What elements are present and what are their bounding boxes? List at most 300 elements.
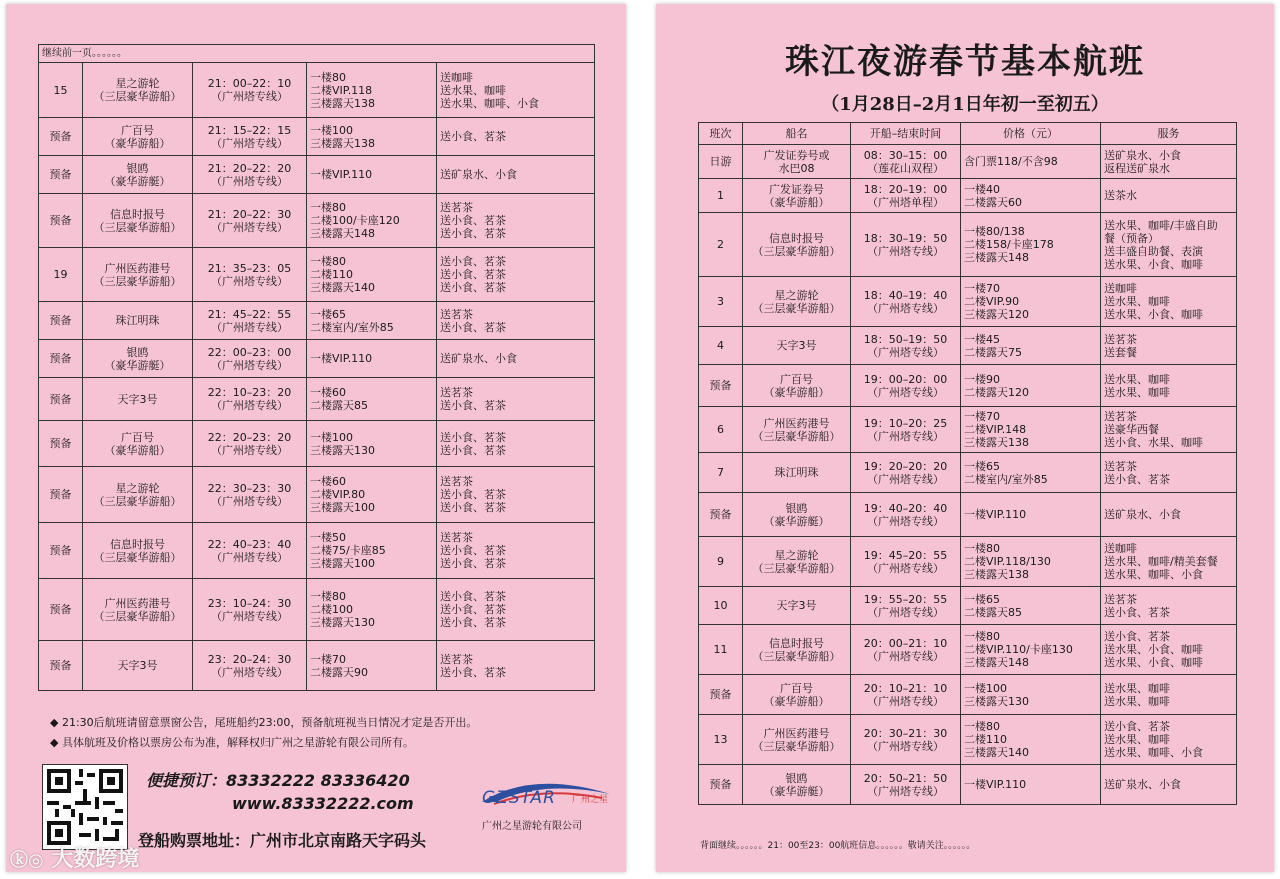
cell-name-line: 星之游轮 [115, 481, 160, 495]
cell-time [851, 625, 961, 675]
cell-name-line: 信息时报号 [110, 537, 165, 551]
table-row [39, 467, 595, 523]
cell-service-line: 送茶水 [1104, 189, 1137, 202]
cell-service-line: 送咖啡 [1104, 542, 1137, 555]
table-row [699, 625, 1237, 675]
cell-price [307, 118, 437, 156]
cell-time-line: （广州塔专线） [211, 274, 288, 288]
cell-price-line: 二楼室内/室外85 [964, 472, 1048, 486]
cell-service [1101, 213, 1237, 277]
cell-price-line: 一楼60 [310, 386, 346, 399]
cell-time-line: （广州塔专线） [867, 429, 944, 443]
cell-service-line: 送小食、茗茶 [440, 227, 506, 240]
cell-name-line: （豪华游船） [104, 443, 171, 457]
cell-name-line: （豪华游艇） [763, 784, 830, 798]
cell-service-line: 送茗茶 [1104, 332, 1137, 346]
cell-service [1101, 277, 1237, 327]
cell-name-line: 广百号 [121, 123, 154, 137]
cell-time [851, 587, 961, 625]
cell-name-line: （三层豪华游船） [93, 90, 182, 103]
cell-price [307, 156, 437, 194]
cell-price-line: 二楼VIP.118 [310, 83, 373, 97]
cell-name [83, 378, 193, 421]
cell-price-line: 一楼VIP.110 [964, 778, 1027, 791]
cell-service-line: 送茗茶 [440, 652, 473, 666]
cell-time-line: （广州塔专线） [867, 301, 944, 315]
cell-time-line: （广州塔专线） [211, 399, 288, 412]
cell-name-line: （三层豪华游船） [93, 220, 182, 234]
cell-price-line: 一楼80/138 [964, 225, 1025, 238]
cell-time-line: （广州塔专线） [211, 358, 288, 372]
table-row [699, 145, 1237, 179]
cell-name-line: （三层豪华游船） [752, 739, 841, 753]
cell-price-line: 一楼90 [964, 372, 1000, 386]
cell-service-line: 送水果、咖啡、小食 [440, 96, 539, 110]
cell-name-line: 信息时报号 [769, 636, 824, 650]
cell-name [743, 675, 851, 715]
cell-price-line: 三楼露天130 [310, 616, 375, 629]
left-schedule-table [38, 44, 595, 691]
cell-time-line: 20：10–21：10 [863, 681, 948, 695]
cell-price-line: 一楼100 [310, 123, 353, 137]
cell-price-line: 一楼70 [964, 282, 1000, 295]
cell-time [193, 194, 307, 248]
cell-time [193, 156, 307, 194]
cell-time-line: （广州塔专线） [867, 345, 944, 359]
cell-service-line: 送茗茶 [440, 531, 473, 544]
cell-no: 3 [699, 277, 743, 327]
cell-name [83, 340, 193, 378]
cell-no: 日游 [699, 145, 743, 179]
cell-name [743, 587, 851, 625]
cell-time-line: 20：50–21：50 [863, 771, 948, 785]
cell-service-line: 送小食、茗茶 [440, 557, 506, 570]
table-row [699, 327, 1237, 365]
cell-name-line: 天字3号 [117, 392, 158, 406]
cell-time [851, 765, 961, 805]
cell-service-line: 送水果、小食、咖啡 [1104, 308, 1203, 321]
cell-name-line: 星之游轮 [774, 548, 819, 562]
cell-price-line: 一楼65 [964, 592, 1000, 606]
cell-time-line: （广州塔专线） [211, 550, 288, 564]
table-row [39, 194, 595, 248]
cell-name-line: 广百号 [780, 372, 813, 386]
cell-service-line: 送水果、咖啡 [1104, 295, 1170, 308]
cell-price-line: 三楼露天138 [964, 568, 1029, 581]
cell-service [1101, 145, 1237, 179]
cell-service-line: 送小食、水果、咖啡 [1104, 436, 1203, 449]
cell-time-line: （广州塔专线） [211, 90, 288, 103]
cell-price-line: 一楼70 [964, 410, 1000, 423]
cell-time [193, 467, 307, 523]
cell-price-line: 三楼露天138 [310, 96, 375, 110]
cell-time-line: （广州塔专线） [867, 739, 944, 753]
boarding-address: 登船购票地址：广州市北京南路天字码头 [138, 831, 427, 850]
cell-price-line: 三楼露天148 [964, 656, 1029, 669]
cell-time-line: （广州塔专线） [211, 320, 288, 334]
cell-price [961, 715, 1101, 765]
cell-no: 预备 [699, 675, 743, 715]
table-row [39, 340, 595, 378]
cell-name-line: （三层豪华游船） [752, 561, 841, 575]
cell-service-line: 送小食、茗茶 [440, 399, 506, 412]
cell-price-line: 二楼158/卡座178 [964, 238, 1054, 251]
cell-price [961, 213, 1101, 277]
cell-service-line: 送矿泉水、小食 [440, 352, 517, 365]
cell-time-line: （广州塔专线） [867, 514, 944, 528]
table-row [699, 213, 1237, 277]
cell-price [961, 407, 1101, 453]
cell-time-line: 18：50–19：50 [863, 332, 948, 346]
cell-name [743, 365, 851, 407]
cell-service-line: 送小食、茗茶 [1104, 720, 1170, 733]
cell-price-line: 一楼70 [310, 652, 346, 666]
cell-time [851, 407, 961, 453]
table-row [699, 715, 1237, 765]
cell-service-line: 送茗茶 [1104, 410, 1137, 423]
cell-name-line: 广州医药港号 [763, 726, 830, 740]
cell-price-line: 二楼VIP.110/卡座130 [964, 643, 1073, 656]
cell-name-line: 天字3号 [776, 599, 817, 612]
cell-service [437, 248, 595, 302]
cell-name-line: 银鸥 [785, 501, 808, 515]
cell-service-line: 送矿泉水、小食 [440, 168, 517, 181]
cell-service-line: 送小食、茗茶 [440, 130, 506, 143]
cell-no: 预备 [699, 765, 743, 805]
cell-time-line: 21：45–22：55 [207, 307, 292, 321]
cell-no: 9 [699, 537, 743, 587]
cell-time-line: 21：00–22：10 [207, 77, 292, 90]
cell-price-line: 一楼80 [310, 70, 346, 84]
cell-time-line: 23：20–24：30 [207, 652, 292, 666]
cell-service [437, 302, 595, 340]
cell-time-line: 22：00–23：00 [207, 345, 292, 359]
cell-price-line: 一楼VIP.110 [310, 168, 373, 181]
cell-time-line: 18：20–19：00 [863, 182, 948, 196]
cell-no: 预备 [39, 641, 83, 691]
cell-time-line: 22：20–23：20 [207, 430, 292, 444]
cell-no: 预备 [39, 340, 83, 378]
cell-service-line: 送水果、咖啡/丰盛自助 [1104, 218, 1218, 232]
cell-time-line: （广州塔专线） [867, 694, 944, 708]
cell-service-line: 送小食、茗茶 [440, 255, 506, 268]
cell-no: 19 [39, 248, 83, 302]
cell-time-line: 22：40–23：40 [207, 537, 292, 551]
cell-name-line: 广州医药港号 [763, 416, 830, 430]
cell-time-line: 20：30–21：30 [863, 726, 948, 740]
cell-time [193, 63, 307, 118]
cell-price-line: 二楼露天120 [964, 385, 1029, 399]
cell-name-line: （豪华游船） [763, 385, 830, 399]
cell-service [437, 467, 595, 523]
cell-time-line: 21：15–22：15 [207, 123, 292, 137]
cell-price [961, 277, 1101, 327]
cell-service [437, 340, 595, 378]
cell-time-line: 19：10–20：25 [863, 416, 948, 430]
cell-time-line: 23：10–24：30 [207, 596, 292, 610]
cell-service-line: 送水果、咖啡 [440, 83, 506, 97]
cell-service [1101, 715, 1237, 765]
cell-price-line: 三楼露天130 [964, 694, 1029, 708]
cell-service-line: 送茗茶 [440, 307, 473, 321]
table-row [699, 675, 1237, 715]
cell-price-line: 三楼露天148 [310, 227, 375, 240]
cell-service-line: 送小食、茗茶 [440, 320, 506, 334]
cell-service-line: 送水果、小食、咖啡 [1104, 656, 1203, 669]
cell-no: 7 [699, 453, 743, 493]
cell-name-line: （三层豪华游船） [93, 550, 182, 564]
cell-service-line: 送水果、咖啡 [1104, 694, 1170, 708]
cell-price-line: 一楼65 [964, 459, 1000, 473]
cell-price [961, 493, 1101, 537]
cell-price-line: 三楼露天140 [964, 746, 1029, 759]
logo-wordmark: GZSTAR [482, 788, 556, 808]
cell-service [437, 523, 595, 579]
table-row [699, 765, 1237, 805]
cell-price-line: 二楼75/卡座85 [310, 544, 386, 557]
cell-name [743, 625, 851, 675]
cell-name-line: 珠江明珠 [774, 466, 819, 479]
cell-name-line: （三层豪华游船） [752, 244, 841, 258]
cell-time [193, 579, 307, 641]
cell-time-line: （广州塔专线） [211, 136, 288, 150]
cell-no: 预备 [39, 156, 83, 194]
cell-time-line: 22：30–23：30 [207, 481, 292, 495]
right-flyer-page [656, 4, 1274, 872]
cell-name-line: 广百号 [780, 681, 813, 695]
cell-service-line: 送小食、茗茶 [440, 443, 506, 457]
cell-name [83, 156, 193, 194]
table-row [39, 579, 595, 641]
cell-time-line: （广州塔专线） [211, 174, 288, 188]
table-row [39, 641, 595, 691]
cell-price-line: 一楼65 [310, 307, 346, 321]
page-title: 珠江夜游春节基本航班 [785, 42, 1145, 82]
cell-time-line: 08：30–15：00 [863, 148, 948, 162]
cell-service-line: 送茗茶 [1104, 459, 1137, 473]
watermark [10, 842, 139, 873]
header-ship: 船名 [743, 123, 851, 145]
note-late-flights: ◆ 21:30后航班请留意票窗公告，尾班船约23:00，预备航班视当日情况才定是否开出。 [50, 716, 478, 729]
cell-service-line: 送小食、茗茶 [440, 616, 506, 629]
cell-price [961, 145, 1101, 179]
cell-time-line: （广州塔专线） [211, 220, 288, 234]
cell-time [193, 302, 307, 340]
cell-price [307, 248, 437, 302]
cell-service [437, 421, 595, 467]
cell-price-line: 三楼露天138 [964, 436, 1029, 449]
cell-service-line: 返程送矿泉水 [1104, 161, 1170, 175]
cell-time [851, 179, 961, 213]
cell-name-line: （豪华游船） [763, 195, 830, 209]
cell-time [851, 537, 961, 587]
cell-service-line: 送水果、咖啡、小食 [1104, 568, 1203, 581]
cell-price-line: 一楼50 [310, 531, 346, 544]
cell-price-line: 二楼110 [964, 733, 1007, 746]
table-row [699, 493, 1237, 537]
cell-name-line: 天字3号 [776, 339, 817, 352]
cell-name-line: （豪华游艇） [104, 174, 171, 188]
cell-service-line: 送小食、茗茶 [440, 665, 506, 679]
cell-service [437, 641, 595, 691]
cell-price-line: 二楼100 [310, 603, 353, 616]
cell-no: 预备 [699, 493, 743, 537]
cell-name-line: 广发证券号或 [763, 148, 830, 162]
cell-name [743, 145, 851, 179]
cell-service-line: 送小食、茗茶 [440, 488, 506, 501]
cell-price-line: 二楼VIP.90 [964, 295, 1020, 308]
cell-no: 预备 [39, 118, 83, 156]
cell-time-line: 21：20–22：30 [207, 207, 292, 221]
cell-service [1101, 179, 1237, 213]
cell-name-line: 水巴08 [778, 161, 815, 175]
cell-name [83, 118, 193, 156]
cell-time [193, 378, 307, 421]
cell-no: 11 [699, 625, 743, 675]
cell-service-line: 送小食、茗茶 [1104, 605, 1170, 619]
cell-price [307, 467, 437, 523]
cell-name [83, 579, 193, 641]
cell-service-line: 餐（预备） [1104, 231, 1159, 245]
cell-name-line: （豪华游船） [763, 694, 830, 708]
table-row [699, 453, 1237, 493]
cell-service-line: 送茗茶 [440, 201, 473, 214]
cell-price [961, 625, 1101, 675]
cell-time-line: （莲花山双程） [867, 161, 944, 175]
cell-time-line: （广州塔专线） [867, 649, 944, 663]
cell-time-line: （广州塔单程） [867, 195, 944, 209]
booking-website[interactable]: www.83332222.com [232, 794, 414, 813]
cell-price-line: 一楼40 [964, 182, 1000, 196]
cell-price [307, 579, 437, 641]
cell-name [743, 537, 851, 587]
cell-time [851, 327, 961, 365]
cell-service [1101, 537, 1237, 587]
cell-service-line: 送小食、茗茶 [1104, 472, 1170, 486]
cell-name-line: 星之游轮 [774, 288, 819, 302]
cell-time-line: （广州塔专线） [867, 784, 944, 798]
cell-service-line: 送茗茶 [440, 386, 473, 399]
cell-time [193, 523, 307, 579]
cell-service-line: 送茗茶 [440, 475, 473, 488]
cell-time [193, 641, 307, 691]
cell-name-line: （三层豪华游船） [93, 609, 182, 623]
cell-no: 预备 [39, 421, 83, 467]
cell-service-line: 送水果、咖啡/精美套餐 [1104, 555, 1218, 568]
cell-time-line: （广州塔专线） [867, 561, 944, 575]
cell-price [307, 421, 437, 467]
cell-name-line: （三层豪华游船） [752, 429, 841, 443]
cell-price [961, 179, 1101, 213]
cell-name-line: 信息时报号 [110, 207, 165, 221]
cell-time-line: 21：20–22：20 [207, 161, 292, 175]
cell-time [851, 145, 961, 179]
cell-service [1101, 327, 1237, 365]
gzstar-logo [472, 772, 618, 834]
cell-price-line: 三楼露天148 [964, 251, 1029, 264]
cell-time [851, 493, 961, 537]
cell-price-line: 二楼露天90 [310, 665, 368, 679]
cell-name-line: 银鸥 [126, 345, 149, 359]
cell-no: 10 [699, 587, 743, 625]
cell-service-line: 送小食、茗茶 [440, 544, 506, 557]
cell-service [1101, 675, 1237, 715]
cell-name-line: （三层豪华游船） [93, 494, 182, 508]
cell-name-line: 天字3号 [117, 659, 158, 672]
cell-price-line: 二楼露天75 [964, 345, 1022, 359]
cell-time [851, 277, 961, 327]
cell-no: 预备 [39, 467, 83, 523]
cell-service-line: 送水果、小食、咖啡 [1104, 257, 1203, 271]
cell-name [83, 523, 193, 579]
cell-name [743, 493, 851, 537]
cell-name-line: 广百号 [121, 430, 154, 444]
cell-service-line: 送小食、茗茶 [440, 268, 506, 281]
cell-price-line: 一楼80 [310, 201, 346, 214]
cell-name-line: 珠江明珠 [115, 314, 160, 327]
cell-no: 预备 [39, 302, 83, 340]
cell-price [307, 523, 437, 579]
cell-price-line: 一楼80 [310, 590, 346, 603]
cell-price-line: 一楼80 [964, 720, 1000, 733]
cell-price-line: 一楼45 [964, 332, 1000, 346]
cell-service-line: 送小食、茗茶 [440, 214, 506, 227]
cell-price [307, 340, 437, 378]
booking-phone: 便捷预订：83332222 83336420 [146, 771, 410, 790]
cell-price-line: 一楼80 [964, 630, 1000, 643]
table-row [39, 156, 595, 194]
cell-no: 预备 [39, 194, 83, 248]
cell-time-line: 19：00–20：00 [863, 372, 948, 386]
cell-time-line: （广州塔专线） [867, 472, 944, 486]
cell-price [961, 765, 1101, 805]
cell-time [193, 118, 307, 156]
cell-time-line: （广州塔专线） [867, 385, 944, 399]
cell-name-line: 广州医药港号 [104, 261, 171, 275]
cell-price-line: 一楼100 [310, 430, 353, 444]
cell-price-line: 二楼露天85 [964, 605, 1022, 619]
cell-service-line: 送水果、咖啡 [1104, 372, 1170, 386]
cell-no: 预备 [699, 365, 743, 407]
cell-price-line: 二楼VIP.118/130 [964, 555, 1051, 568]
cell-time-line: 19：45–20：55 [863, 548, 948, 562]
table-row [699, 587, 1237, 625]
watermark-text: 大数跨境 [51, 847, 140, 872]
cell-price-line: 一楼VIP.110 [310, 352, 373, 365]
cell-service-line: 送水果、咖啡 [1104, 385, 1170, 399]
table-row [699, 537, 1237, 587]
cell-no: 6 [699, 407, 743, 453]
cell-time-line: （广州塔专线） [211, 494, 288, 508]
cell-service-line: 送小食、茗茶 [440, 430, 506, 444]
cell-price-line: 二楼室内/室外85 [310, 320, 394, 334]
page-subtitle: （1月28日–2月1日年初一至初五） [821, 94, 1109, 115]
cell-time [851, 453, 961, 493]
table-row [39, 63, 595, 118]
note-disclaimer: ◆ 具体航班及价格以票房公布为准，解释权归广州之星游轮有限公司所有。 [50, 736, 414, 749]
cell-service-line: 送矿泉水、小食 [1104, 148, 1181, 162]
left-flyer-page [6, 4, 626, 872]
cell-name [743, 213, 851, 277]
cell-name [743, 407, 851, 453]
cell-service-line: 送豪华西餐 [1104, 423, 1159, 436]
cell-price [307, 378, 437, 421]
cell-service-line: 送咖啡 [1104, 282, 1137, 295]
cell-name-line: 广州医药港号 [104, 596, 171, 610]
cell-service-line: 送水果、咖啡、小食 [1104, 746, 1203, 759]
cell-service-line: 送小食、茗茶 [1104, 630, 1170, 643]
cell-service-line: 送水果、咖啡 [1104, 733, 1170, 746]
